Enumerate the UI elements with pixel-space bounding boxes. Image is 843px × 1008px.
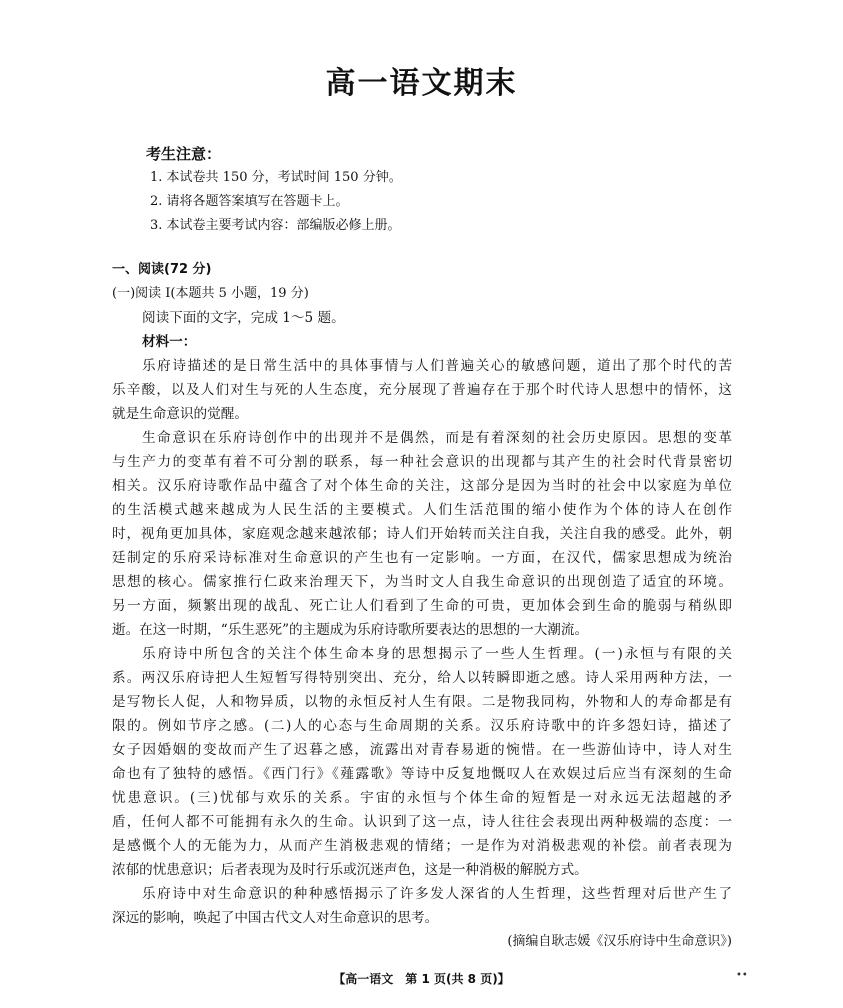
text-line: 时，视角更加具体，家庭观念越来越浓郁；诗人们开始转而关注自我，关注自我的感受。此外，朝 <box>112 526 732 542</box>
text-line: 乐府诗中对生命意识的种种感悟揭示了许多发人深省的人生哲理，这些哲理对后世产生了 <box>142 886 732 902</box>
subsection-heading: (一)阅读 I(本题共 5 小题，19 分) <box>112 286 309 301</box>
instruction-text: 阅读下面的文字，完成 1～5 题。 <box>142 310 345 326</box>
text-line: 是写物长人促，人和物异质，以物的永恒反衬人生有限。二是物我同构，外物和人的寿命都是有 <box>112 694 732 710</box>
text-line: 深远的影响，唤起了中国古代文人对生命意识的思考。 <box>112 910 439 926</box>
material-label: 材料一： <box>142 334 197 350</box>
reading-section <box>112 258 732 954</box>
text-line: 思想的核心。儒家推行仁政来治理天下，为当时文人自我生命意识的出现创造了适宜的环境。 <box>112 574 732 590</box>
paragraph <box>112 426 732 642</box>
text-line: 浓郁的忧患意识；后者表现为及时行乐或沉迷声色，这是一种消极的解脱方式。 <box>112 862 588 878</box>
corner-mark: •• <box>736 970 748 981</box>
text-line: 乐辛酸，以及人们对生与死的人生态度，充分展现了普遍存在于那个时代诗人思想中的情怀，这 <box>112 382 732 398</box>
text-line: 逝。在这一时期，“乐生恶死”的主题成为乐府诗歌所要表达的思想的一大潮流。 <box>112 622 589 638</box>
source-citation: (摘编自耿志媛《汉乐府诗中生命意识》) <box>507 934 732 949</box>
text-line: 命也有了独特的感悟。《西门行》《薤露歌》等诗中反复地慨叹人在欢娱过后应当有深刻的生命 <box>112 766 732 782</box>
notice-item: 1. 本试卷共 150 分，考试时间 150 分钟。 <box>150 170 402 185</box>
text-line: 另一方面，频繁出现的战乱、死亡让人们看到了生命的可贵，更加体会到生命的脆弱与稍纵即 <box>112 598 732 614</box>
text-line: 的生活模式越来越成为人民生活的主要模式。人们生活范围的缩小使作为个体的诗人在创作 <box>112 502 732 518</box>
text-line: 相关。汉乐府诗歌作品中蕴含了对个体生命的关注，这部分是因为当时的社会中以家庭为单位 <box>112 478 732 494</box>
paragraph <box>112 882 732 930</box>
notice-heading: 考生注意： <box>146 145 222 163</box>
notice-item: 2. 请将各题答案填写在答题卡上。 <box>150 194 349 209</box>
text-line: 是感慨个人的无能为力，从而产生消极悲观的情绪；一是作为对消极悲观的补偿。前者表现为 <box>112 838 732 854</box>
text-line: 乐府诗描述的是日常生活中的具体事情与人们普遍关心的敏感问题，道出了那个时代的苦 <box>142 358 732 374</box>
text-line: 廷制定的乐府采诗标准对生命意识的产生也有一定影响。一方面，在汉代，儒家思想成为统治 <box>112 550 732 566</box>
text-line: 乐府诗中所包含的关注个体生命本身的思想揭示了一些人生哲理。(一)永恒与有限的关 <box>142 646 732 662</box>
text-line: 与生产力的变革有着不可分割的联系，每一种社会意识的出现都与其产生的社会时代背景密切 <box>112 454 732 470</box>
page-title: 高一语文期末 <box>325 66 518 101</box>
text-line: 忧患意识。(三)忧郁与欢乐的关系。宇宙的永恒与个体生命的短暂是一对永远无法超越的矛 <box>112 790 732 806</box>
paragraph <box>112 354 732 426</box>
text-line: 就是生命意识的觉醒。 <box>112 406 248 422</box>
page-footer: 【高一语文 第 1 页(共 8 页)】 <box>333 972 510 986</box>
notice-item: 3. 本试卷主要考试内容：部编版必修上册。 <box>150 218 401 233</box>
text-line: 女子因婚姻的变故而产生了迟暮之感，流露出对青春易逝的惋惜。在一些游仙诗中，诗人对生 <box>112 742 732 758</box>
text-line: 限的。例如节序之感。(二)人的心态与生命周期的关系。汉乐府诗歌中的许多怨妇诗，描述了 <box>112 718 732 734</box>
text-line: 盾，任何人都不可能拥有永久的生命。认识到了这一点，诗人往往会表现出两种极端的态度：一 <box>112 814 732 830</box>
text-line: 生命意识在乐府诗创作中的出现并不是偶然，而是有着深刻的社会历史原因。思想的变革 <box>142 430 732 446</box>
text-line: 系。两汉乐府诗把人生短暂写得特别突出、充分，给人以转瞬即逝之感。诗人采用两种方法，一 <box>112 670 732 686</box>
paragraph <box>112 642 732 882</box>
section-heading: 一、阅读(72 分) <box>112 262 212 277</box>
candidate-notice <box>146 142 786 238</box>
